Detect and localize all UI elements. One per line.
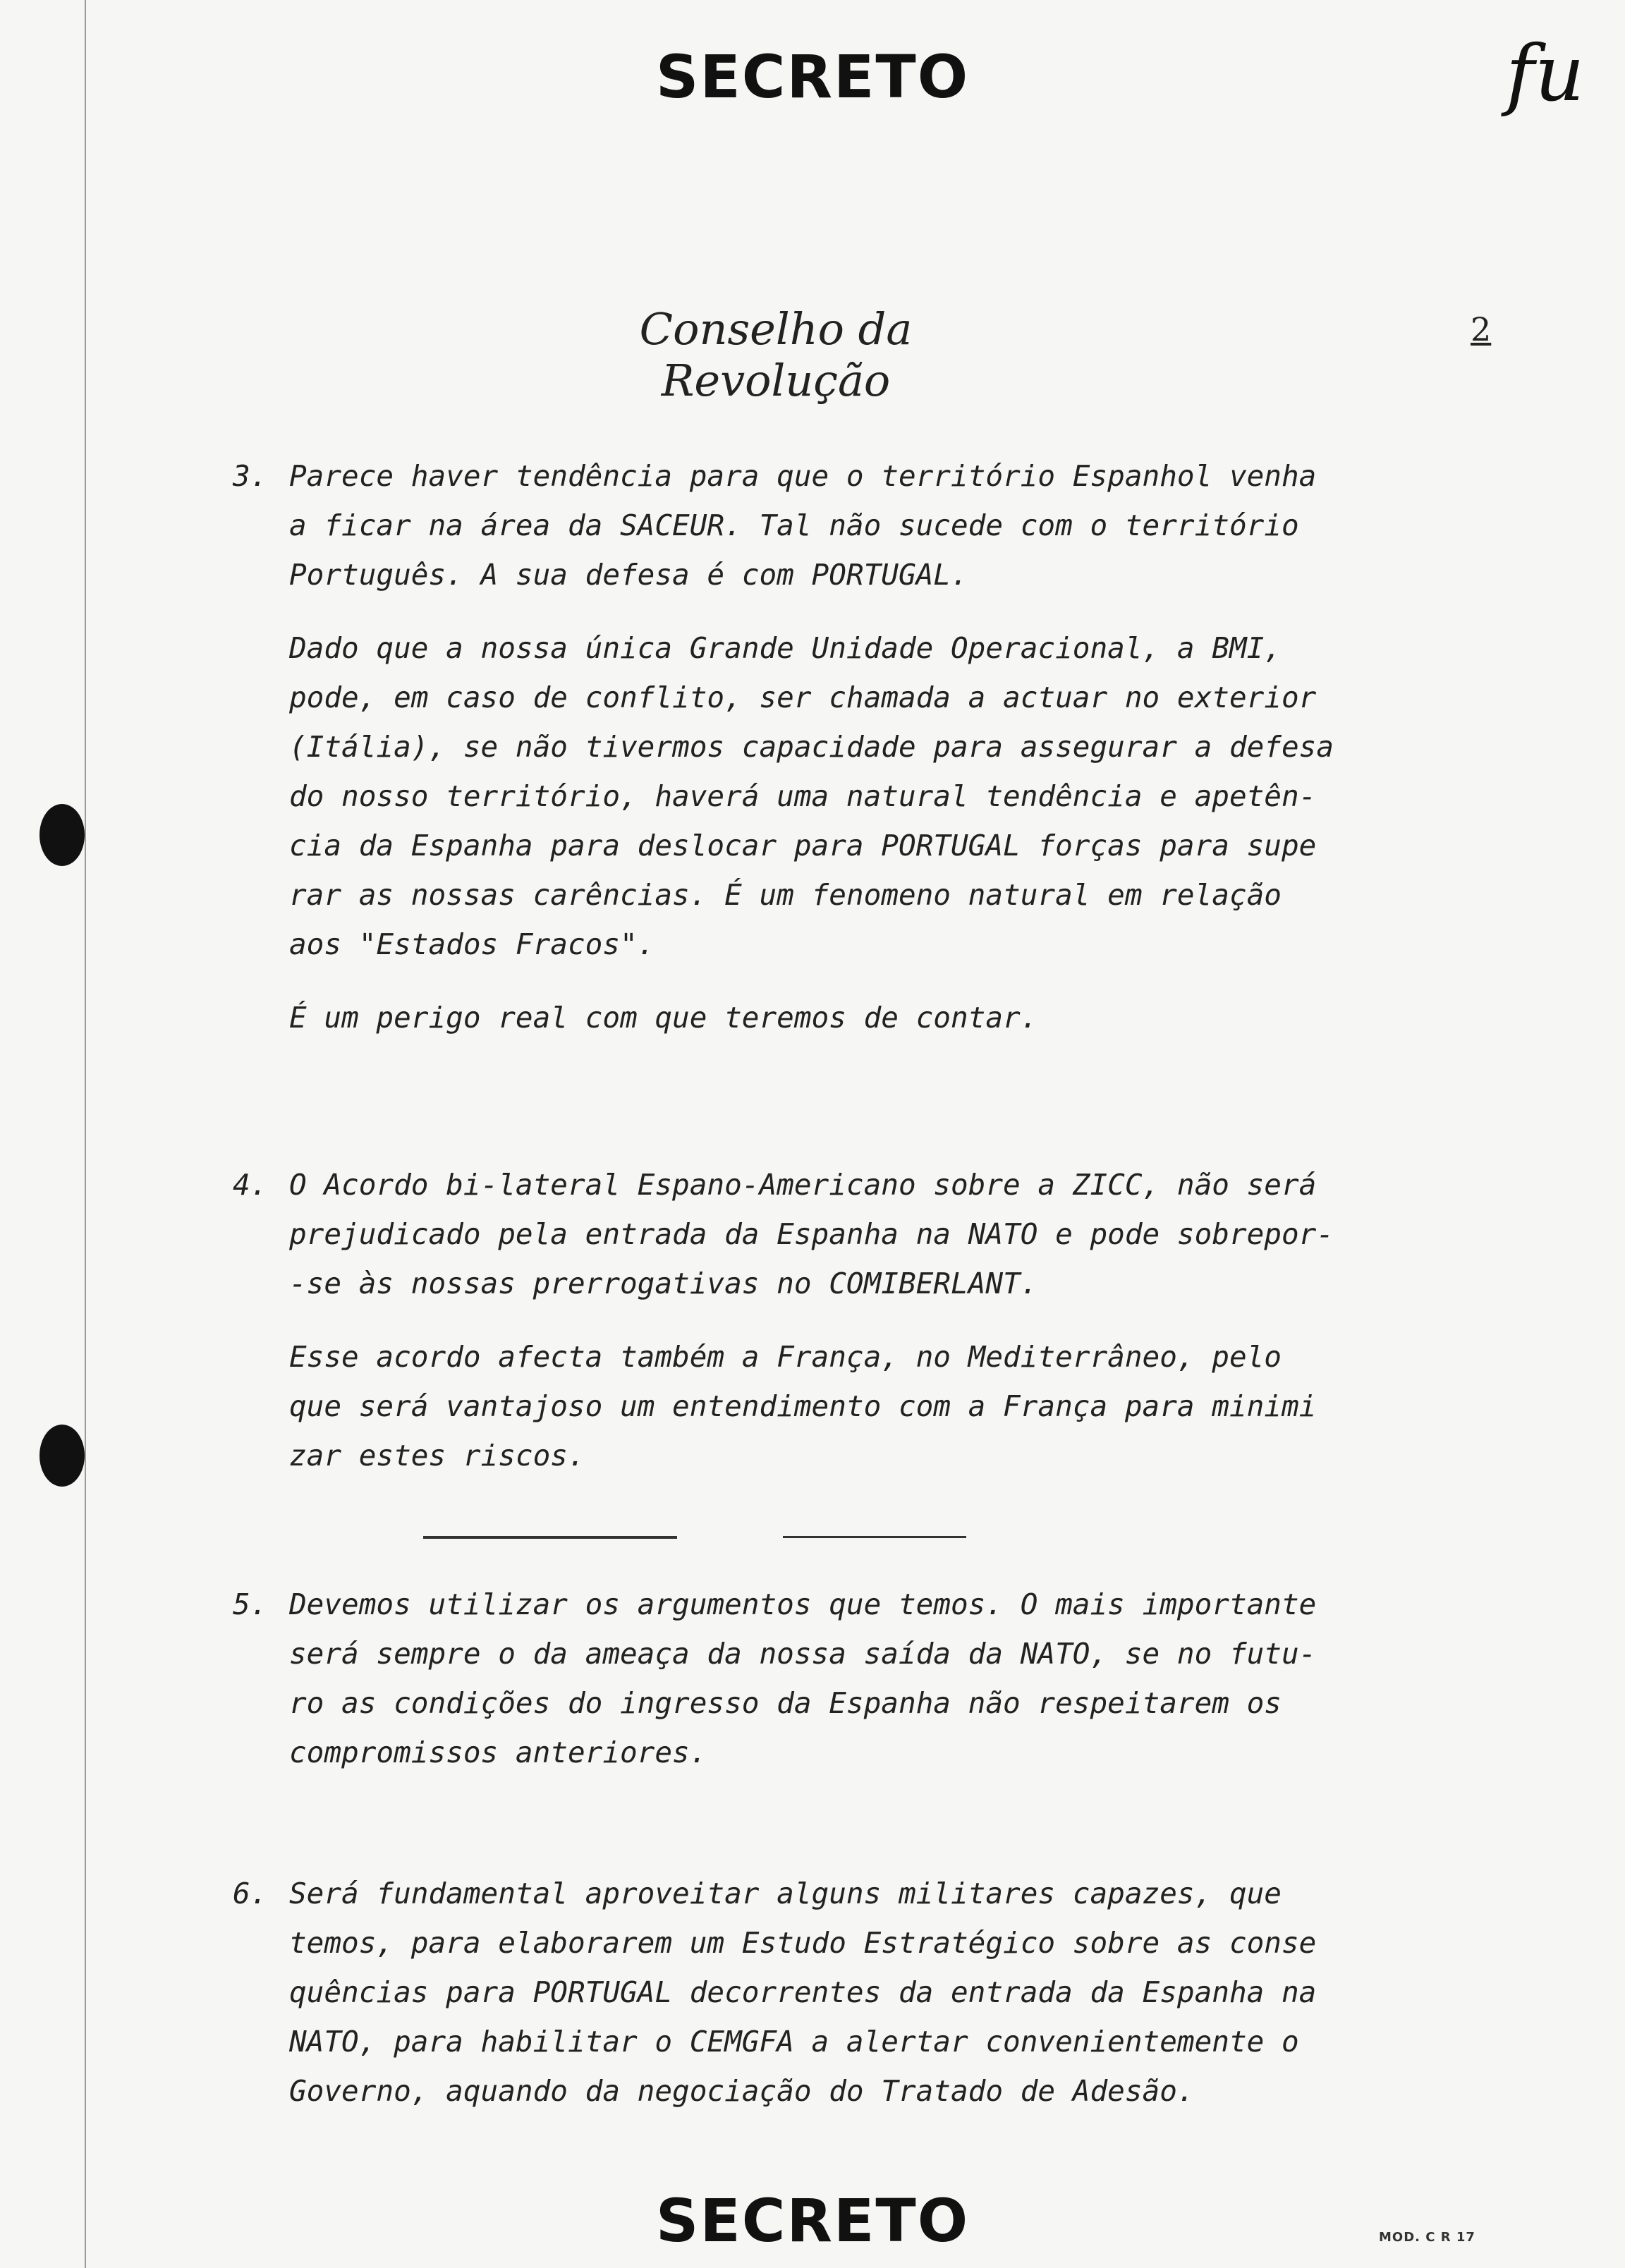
item-paragraph: Será fundamental aproveitar alguns militares capazes, que temos, para elaborarem um Estudo Estratégico sobre as conse quências para PORTUGAL decorrentes da entrada da Espanha na NATO, para habilitar o CEMGFA a alertar convenientemente o Governo, aquando da negociação do Tratado de Adesão. xyxy=(289,1877,1317,2108)
item-6 xyxy=(233,1869,1488,2140)
model-code: MOD. C R 17 xyxy=(1379,2230,1475,2245)
item-number: 5. xyxy=(233,1587,268,1621)
item-number: 3. xyxy=(233,459,268,493)
divider-line xyxy=(783,1536,966,1538)
council-title: Conselho da Revolução xyxy=(639,303,913,406)
item-paragraph: Parece haver tendência para que o território Espanhol venha a ficar na área da SACEUR. Tal não sucede com o território Português. A sua defesa é com PORTUGAL. xyxy=(289,459,1317,592)
page-number: 2 xyxy=(1471,310,1492,348)
classification-header: SECRETO xyxy=(655,42,970,111)
item-paragraph: Dado que a nossa única Grande Unidade Operacional, a BMI, pode, em caso de conflito, ser chamada a actuar no exterior (Itália), se não tivermos capacidade para assegurar a defesa do nosso território, haverá uma natural tendência e apetên- cia da Espanha para deslocar para PORTUGAL forças para supe rar as nossas carências. É um fenomeno natural em relação aos "Estados Fracos". xyxy=(289,631,1334,961)
handwritten-initials: fu xyxy=(1506,28,1585,118)
page-left-edge xyxy=(85,0,86,2268)
item-paragraph: Esse acordo afecta também a França, no Mediterrâneo, pelo que será vantajoso um entendimento com a França para minimi zar estes riscos. xyxy=(289,1340,1317,1473)
item-3 xyxy=(233,451,1488,1066)
punch-hole xyxy=(39,804,85,866)
item-5 xyxy=(233,1580,1488,1801)
item-number: 6. xyxy=(233,1877,268,1910)
item-number: 4. xyxy=(233,1168,268,1202)
classification-footer: SECRETO xyxy=(655,2186,970,2255)
divider-line xyxy=(423,1536,677,1539)
item-paragraph: O Acordo bi-lateral Espano-Americano sobre a ZICC, não será prejudicado pela entrada da Espanha na NATO e pode sobrepor- -se às nossas prerrogativas no COMIBERLANT. xyxy=(289,1168,1334,1300)
item-paragraph: É um perigo real com que teremos de contar. xyxy=(289,1001,1038,1035)
punch-hole xyxy=(39,1425,85,1487)
item-paragraph: Devemos utilizar os argumentos que temos. O mais importante será sempre o da ameaça da nossa saída da NATO, se no futu- ro as condições do ingresso da Espanha não respeitarem os compromissos anteriores. xyxy=(289,1587,1317,1769)
item-4 xyxy=(233,1160,1488,1504)
